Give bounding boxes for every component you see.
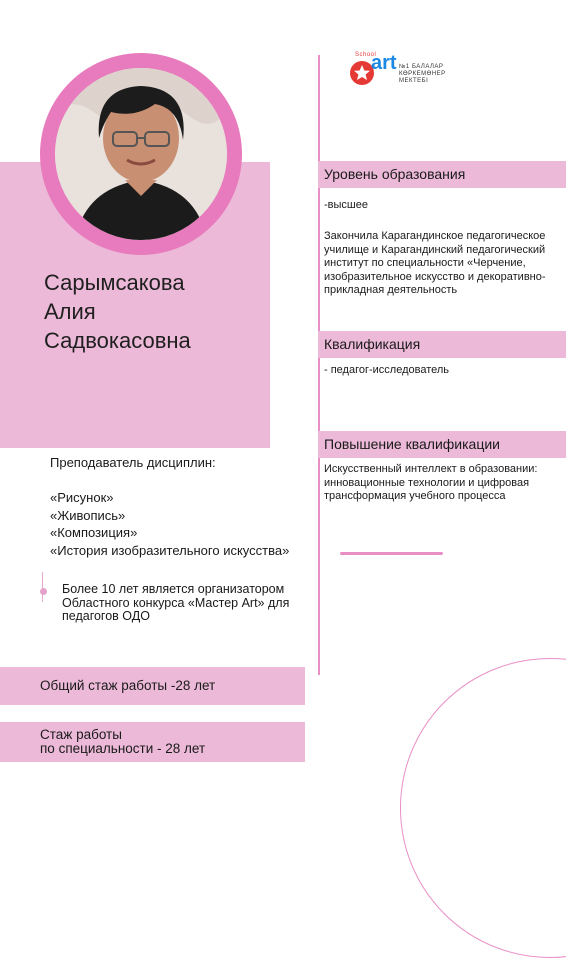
subject-item: «Рисунок» <box>50 490 114 505</box>
specialty-experience-line2: по специальности - 28 лет <box>40 741 206 756</box>
education-details: Закончила Карагандинское педагогическое училище и Карагандинский педагогический институт по специальности «Черчение, изобразительное искусство и декоративно-прикладная деятельность <box>324 230 546 296</box>
education-level: -высшее <box>324 199 368 211</box>
logo-caption-line2: КӨРКЕМӨНЕР <box>399 71 446 77</box>
qualification-value: - педагог-исследователь <box>324 364 450 376</box>
logo-caption <box>399 64 446 85</box>
achievement-text: Более 10 лет является организатором Областного конкурса «Мастер Art» для педагогов ОДО <box>62 582 290 623</box>
subjects-list <box>50 489 289 559</box>
training-value: Искусственный интеллект в образовании: инновационные технологии и цифровая трансформация учебного процесса <box>324 463 538 502</box>
right-divider-line <box>318 55 320 675</box>
left-accent-line <box>42 572 43 602</box>
training-title: Повышение квалификации <box>324 436 500 452</box>
logo-caption-line1: №1 БАЛАЛАР <box>399 64 444 70</box>
teaching-title: Преподаватель дисциплин: <box>50 455 216 470</box>
school-logo <box>347 52 457 92</box>
education-title: Уровень образования <box>324 166 466 182</box>
decorative-arc <box>400 658 566 958</box>
person-name: Сарымсакова Алия Садвокасовна <box>44 270 191 353</box>
portrait-image <box>55 68 227 240</box>
logo-art-text: art <box>371 52 397 74</box>
specialty-experience-line1: Стаж работы <box>40 727 122 742</box>
decorative-underline <box>340 552 443 555</box>
logo-caption-line3: МЕКТЕБІ <box>399 78 429 84</box>
subject-item: «История изобразительного искусства» <box>50 542 290 558</box>
qualification-title: Квалификация <box>324 336 421 352</box>
specialty-experience-text <box>40 728 205 756</box>
logo-school-text: School <box>355 52 377 58</box>
total-experience-text: Общий стаж работы -28 лет <box>40 678 216 693</box>
subject-item: «Живопись» <box>50 507 126 523</box>
bullet-dot <box>40 588 47 595</box>
profile-photo <box>55 68 227 240</box>
subject-item: «Композиция» <box>50 525 138 540</box>
